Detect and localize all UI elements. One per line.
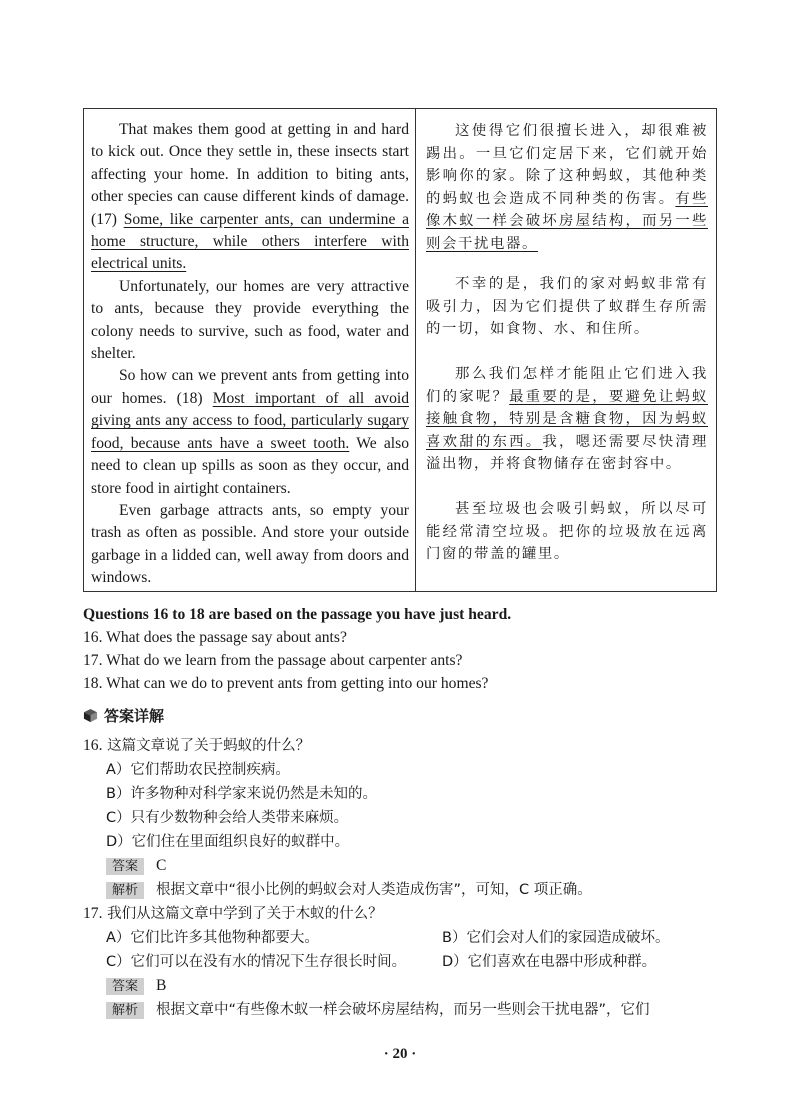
q17-option-d: D）它们喜欢在电器中形成种群。 <box>442 954 657 970</box>
underlined-sentence-18: Most important of all avoid giving ants any access to food, particularly sugary food, because ants have a sweet tooth. <box>91 389 409 452</box>
cube-icon <box>83 708 98 723</box>
analysis-tag: 解析 <box>106 882 144 899</box>
question-16: 16. What does the passage say about ants? <box>83 629 347 646</box>
zh-paragraph-3: 那么我们怎样才能阻止它们进入我们的家呢？最重要的是，要避免让蚂蚁接触食物，特别是含糖食物，因为蚂蚁喜欢甜的东西。我，嗯还需要尽快清理溢出物，并将食物储存在密封容中。 <box>426 366 708 472</box>
q16-analysis: 解析 根据文章中“很小比例的蚂蚁会对人类造成伤害”，可知，C 项正确。 <box>106 879 592 901</box>
english-column <box>91 119 409 590</box>
analysis-tag: 解析 <box>106 1002 144 1019</box>
en-paragraph-1: That makes them good at getting in and hard to kick out. Once they settle in, these insects start affecting your home. In addition to biting ants, other species can cause different kinds of damage. (17) Some, like carpenter ants, can undermine a home structure, while others interfere with electrical units. <box>91 121 409 273</box>
answer-tag: 答案 <box>106 858 144 875</box>
q16-option-d: D）它们住在里面组织良好的蚁群中。 <box>106 834 350 850</box>
q16-option-c: C）只有少数物种会给人类带来麻烦。 <box>106 810 349 826</box>
q17-option-b: B）它们会对人们的家园造成破坏。 <box>442 930 670 946</box>
zh-underlined-2: 最重要的是，要避免让蚂蚁接触食物，特别是含糖食物，因为蚂蚁喜欢甜的东西。 <box>426 388 708 450</box>
q16-answer: 答案 C <box>106 855 166 877</box>
en-paragraph-2: Unfortunately, our homes are very attractive to ants, because they provide everything the colony needs to survive, such as food, water and shelter. <box>91 277 409 363</box>
underlined-sentence-17: Some, like carpenter ants, can undermine a home structure, while others interfere with electrical units. <box>91 210 409 273</box>
q16-stem: 16. 这篇文章说了关于蚂蚁的什么？ <box>83 737 311 754</box>
answer-tag: 答案 <box>106 978 144 995</box>
q17-stem: 17. 我们从这篇文章中学到了关于木蚁的什么？ <box>83 905 383 922</box>
q17-option-c: C）它们可以在没有水的情况下生存很长时间。 <box>106 954 407 970</box>
column-divider <box>415 109 416 591</box>
passage-table <box>83 108 717 592</box>
en-paragraph-3: So how can we prevent ants from getting into our homes. (18) Most important of all avoid giving ants any access to food, particularly sugary food, because ants have a sweet tooth. We also need to clean up spills as soon as they occur, and store food in airtight containers. <box>91 367 409 497</box>
zh-underlined-1: 有些像木蚁一样会破坏房屋结构，而另一些则会干扰电器。 <box>426 190 708 252</box>
zh-paragraph-4: 甚至垃圾也会吸引蚂蚁，所以尽可能经常清空垃圾。把你的垃圾放在远离门窗的带盖的罐里。 <box>426 501 708 562</box>
q17-answer: 答案 B <box>106 975 166 997</box>
question-18: 18. What can we do to prevent ants from getting into our homes? <box>83 675 489 692</box>
en-paragraph-4: Even garbage attracts ants, so empty your trash as often as possible. And store your outside garbage in a lidded can, well away from doors and windows. <box>91 501 409 587</box>
zh-paragraph-2: 不幸的是，我们的家对蚂蚁非常有吸引力，因为它们提供了蚁群生存所需的一切，如食物、水、和住所。 <box>426 276 708 337</box>
q16-option-a: A）它们帮助农民控制疾病。 <box>106 762 290 778</box>
answer-section-title: 答案详解 <box>83 705 164 726</box>
questions-header: Questions 16 to 18 are based on the passage you have just heard. <box>83 606 512 623</box>
q17-option-a: A）它们比许多其他物种都要大。 <box>106 930 319 946</box>
q17-analysis: 解析 根据文章中“有些像木蚁一样会破坏房屋结构，而另一些则会干扰电器”，它们 <box>106 999 650 1021</box>
q16-option-b: B）许多物种对科学家来说仍然是未知的。 <box>106 786 377 802</box>
page-number: · 20 · <box>383 1046 417 1062</box>
question-17: 17. What do we learn from the passage about carpenter ants? <box>83 652 463 669</box>
zh-paragraph-1: 这使得它们很擅长进入，却很难被踢出。一旦它们定居下来，它们就开始影响你的家。除了这种蚂蚁，其他种类的蚂蚁也会造成不同种类的伤害。有些像木蚁一样会破坏房屋结构，而另一些则会干扰电器。 <box>426 123 708 252</box>
